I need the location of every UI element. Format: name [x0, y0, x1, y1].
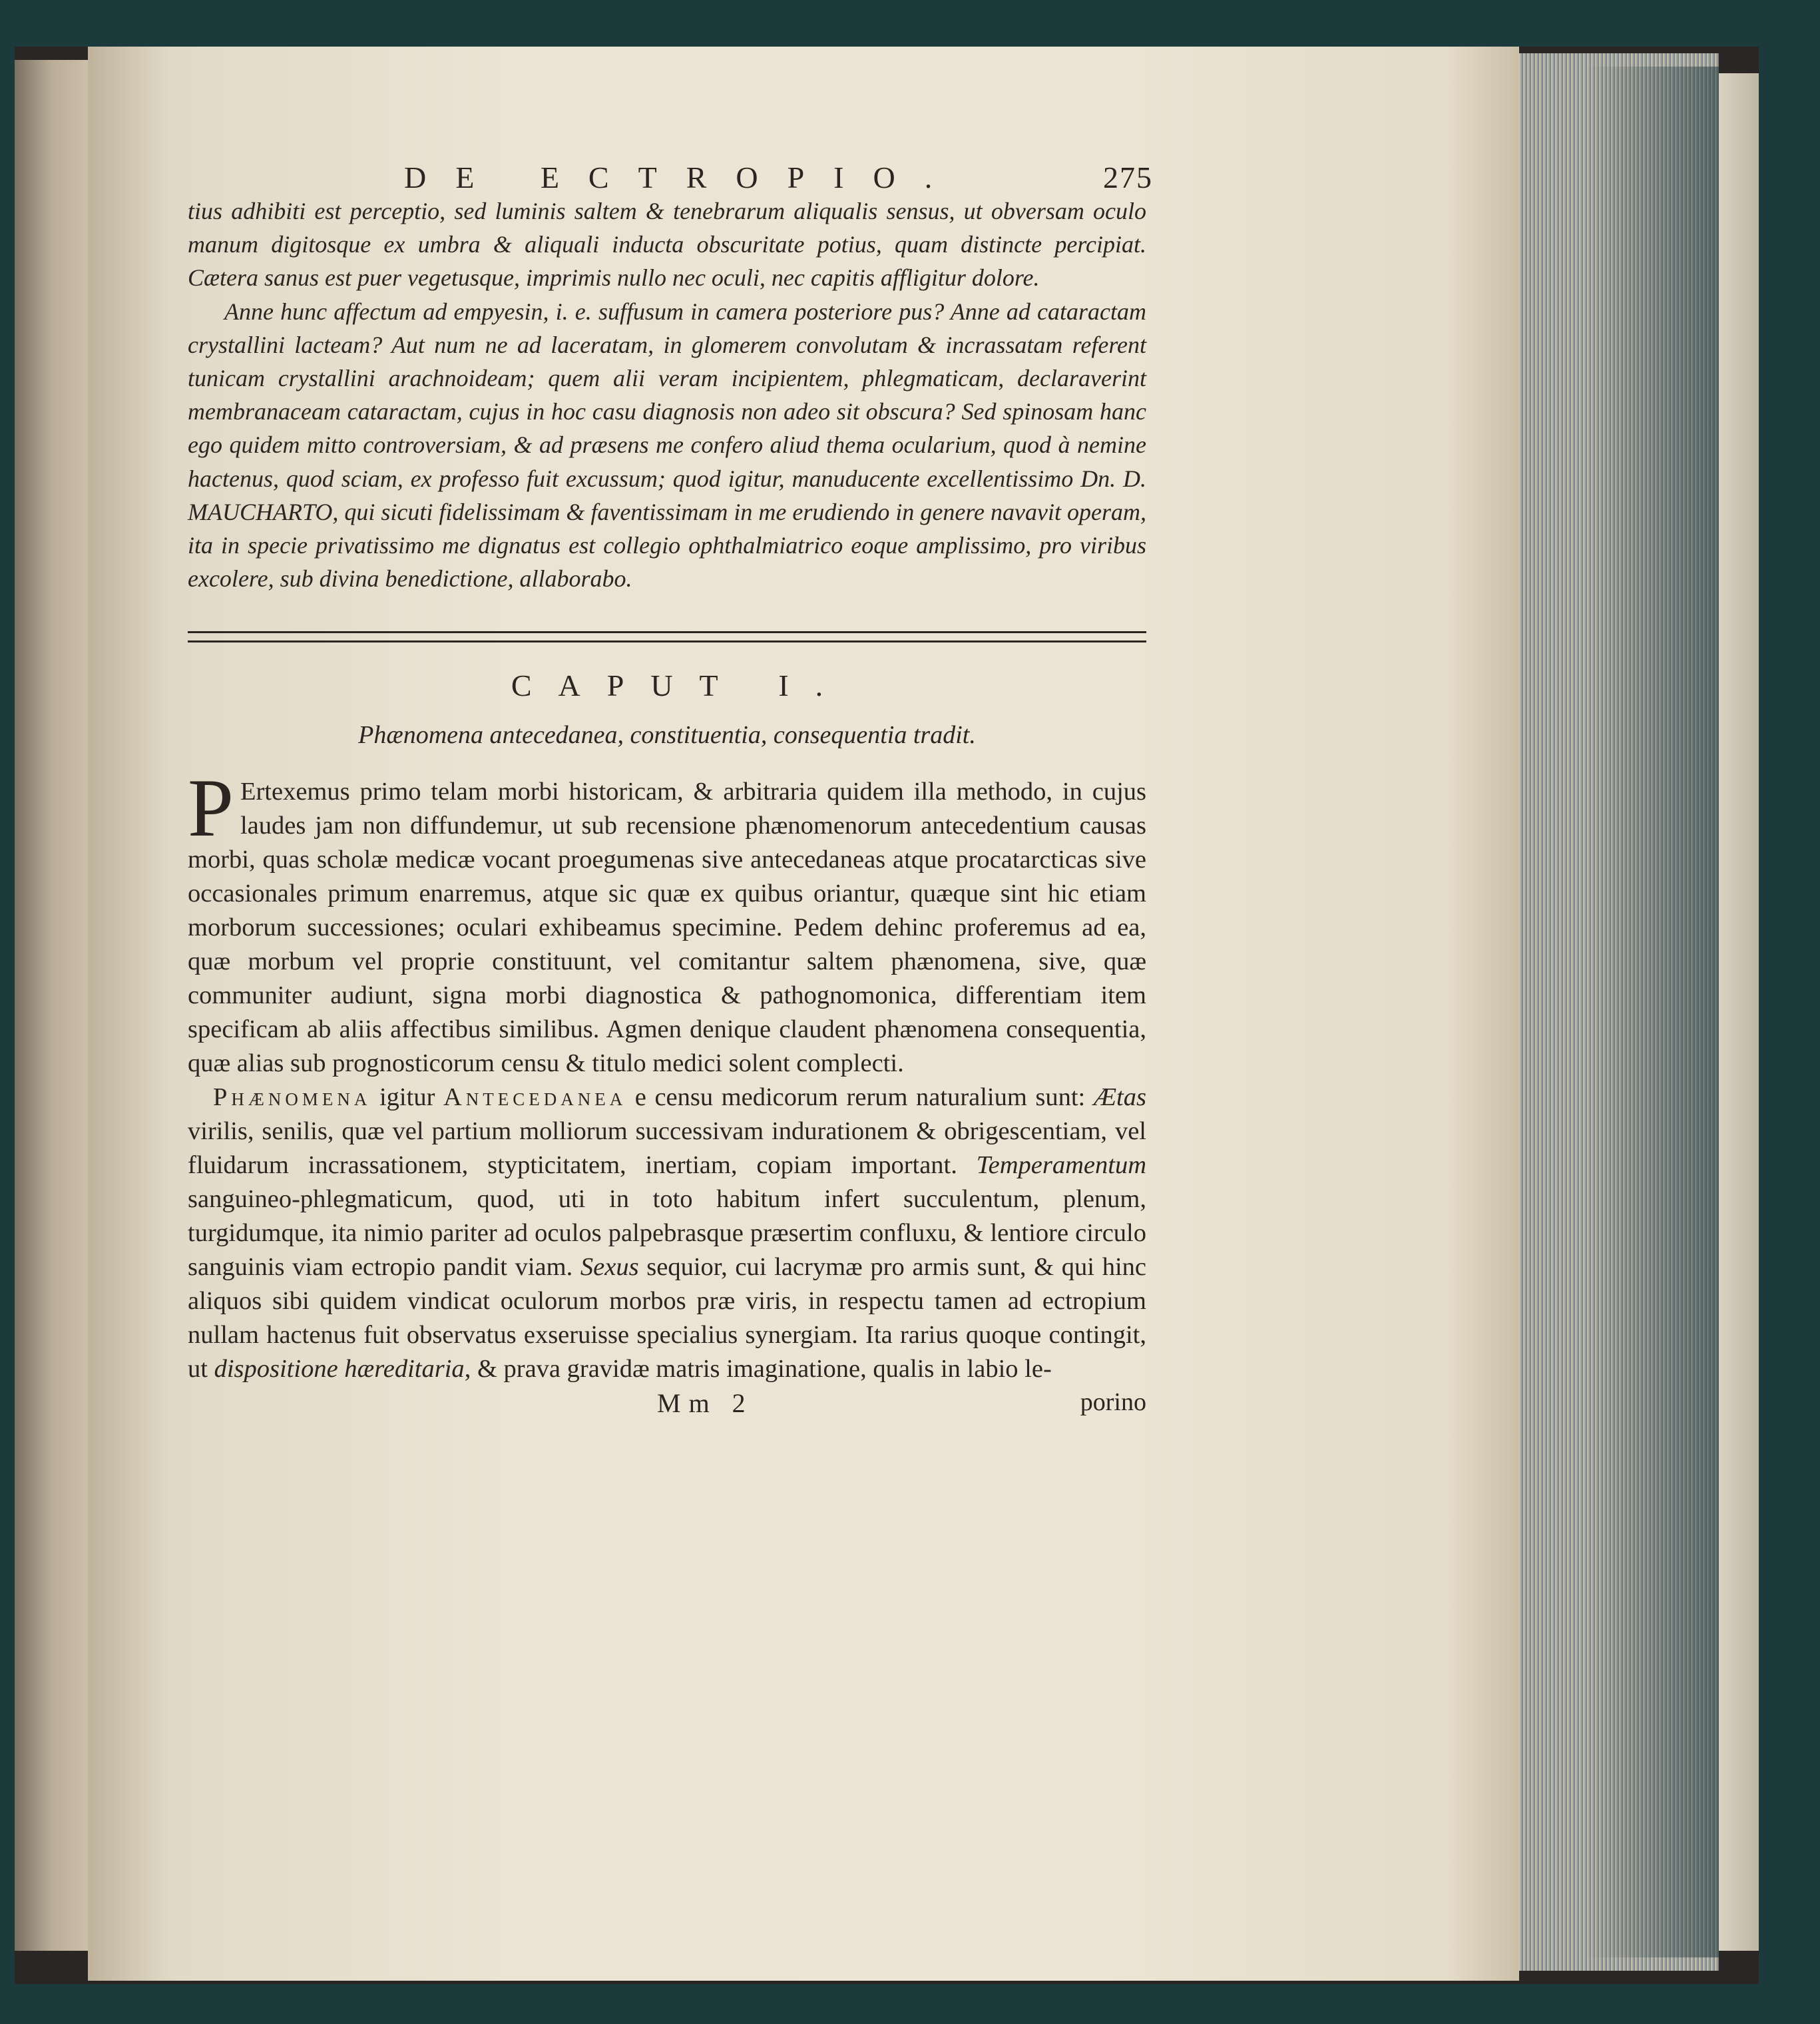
small-caps-term: Antecedanea	[443, 1083, 627, 1112]
small-caps-term: Phænomena	[213, 1083, 371, 1112]
italic-term: Ætas	[1093, 1083, 1146, 1112]
text-column	[188, 120, 1153, 1427]
paragraph-text: virilis, senilis, quæ vel partium molliorum successivam indurationem & obrigescentiam, vel fluidarum incrassationem, stypticitatem, inertiam, copiam important.	[188, 1117, 1146, 1180]
paragraph-text: Ertexemus primo telam morbi historicam, & arbitraria quidem illa methodo, in cujus laudes jam non diffundemur, ut sub recensione phænomenorum antecedentium causas morbi, quas scholæ medicæ vocant proegumenas sive antecedaneas atque procatarcticas sive occasionales primum enarremus, atque sic quæ ex quibus oriantur, quæque sint hic etiam morborum successiones; oculari exhibeamus specimine. Pedem dehinc proferemus ad ea, quæ morbum vel proprie constituunt, vel comitantur saltem phænomena, sive, quæ communiter audiunt, signa morbi diagnostica & pathognomonica, differentiam item specificam ab aliis affectibus similibus. Agmen denique claudent phænomena consequentia, quæ alias sub prognosticorum censu & titulo medici solent complecti.	[188, 778, 1146, 1078]
running-title: DE ECTROPIO.	[404, 160, 962, 194]
body-paragraph	[188, 1081, 1146, 1386]
double-rule-divider	[188, 631, 1146, 642]
page-footer	[188, 1388, 1146, 1427]
italic-term: dispositione hæreditaria	[214, 1355, 465, 1384]
signature-mark: Mm 2	[657, 1388, 754, 1419]
page-number: 275	[1103, 160, 1153, 194]
italic-term: Sexus	[580, 1253, 639, 1282]
italic-paragraph: tius adhibiti est perceptio, sed luminis saltem & tenebrarum aliqualis sensus, ut obversam oculo manum digitosque ex umbra & aliquali inducta obscuritate potius, quam distincte percipiat. Cætera sanus est puer vegetusque, imprimis nullo nec oculi, nec capitis affligitur dolore.	[188, 198, 1146, 292]
chapter-heading: CAPUT I.	[511, 668, 850, 703]
paragraph-text: , & prava gravidæ matris imaginatione, qualis in labio le-	[464, 1355, 1052, 1384]
italic-passage	[188, 194, 1146, 595]
fore-edge-shadow	[1586, 67, 1719, 1957]
previous-page-edge	[15, 60, 88, 1951]
chapter-subtitle: Phænomena antecedanea, constituentia, consequentia tradit.	[358, 721, 976, 750]
drop-cap: P	[188, 762, 234, 854]
cover-edge	[1719, 73, 1759, 1951]
paragraph-text: sequior, cui lacrymæ pro armis sunt, & qui hinc aliquos sibi quidem vindicat oculorum morbos præ viris, in respectu tamen ad ectropium nullam hactenus fuit observatus exseruisse specialius synergiam. Ita rarius quoque contingit, ut	[188, 1253, 1146, 1384]
body-paragraph	[188, 762, 1146, 1081]
paragraph-text: sanguineo-phlegmaticum, quod, uti in toto habitum infert succulentum, plenum, turgidumque, ita nimio pariter ad oculos palpebrasque præsertim confluxu, & lentiore circulo sanguinis viam ectropio pandit viam.	[188, 1185, 1146, 1282]
catchword: porino	[1080, 1388, 1146, 1417]
italic-term: Temperamentum	[976, 1151, 1146, 1180]
paragraph-text: e censu medicorum rerum naturalium sunt:	[626, 1083, 1094, 1112]
paragraph-text: igitur	[371, 1083, 443, 1112]
italic-paragraph: Anne hunc affectum ad empyesin, i. e. suffusum in camera posteriore pus? Anne ad cataractam crystallini lacteam? Aut num ne ad laceratam, in glomerem convolutam & incrassatam referent tunicam crystallini arachnoideam; quem alii veram incipientem, phlegmaticam, declaraverint membranaceam cataractam, cujus in hoc casu diagnosis non adeo sit obscura? Sed spinosam hanc ego quidem mitto controversiam, & ad præsens me confero aliud thema ocularium, quod à nemine hactenus, quod sciam, ex professo fuit excussum; quod igitur, manuducente excellentissimo Dn. D. MAUCHARTO, qui sicuti fidelissimam & faventissimam in me erudiendo in genere navavit operam, ita in specie privatissimo me dignatus est collegio ophthalmiatrico eoque amplissimo, pro viribus excolere, sub divina benedictione, allaborabo.	[188, 298, 1146, 593]
body-text	[188, 762, 1146, 1386]
running-head	[188, 120, 1153, 194]
